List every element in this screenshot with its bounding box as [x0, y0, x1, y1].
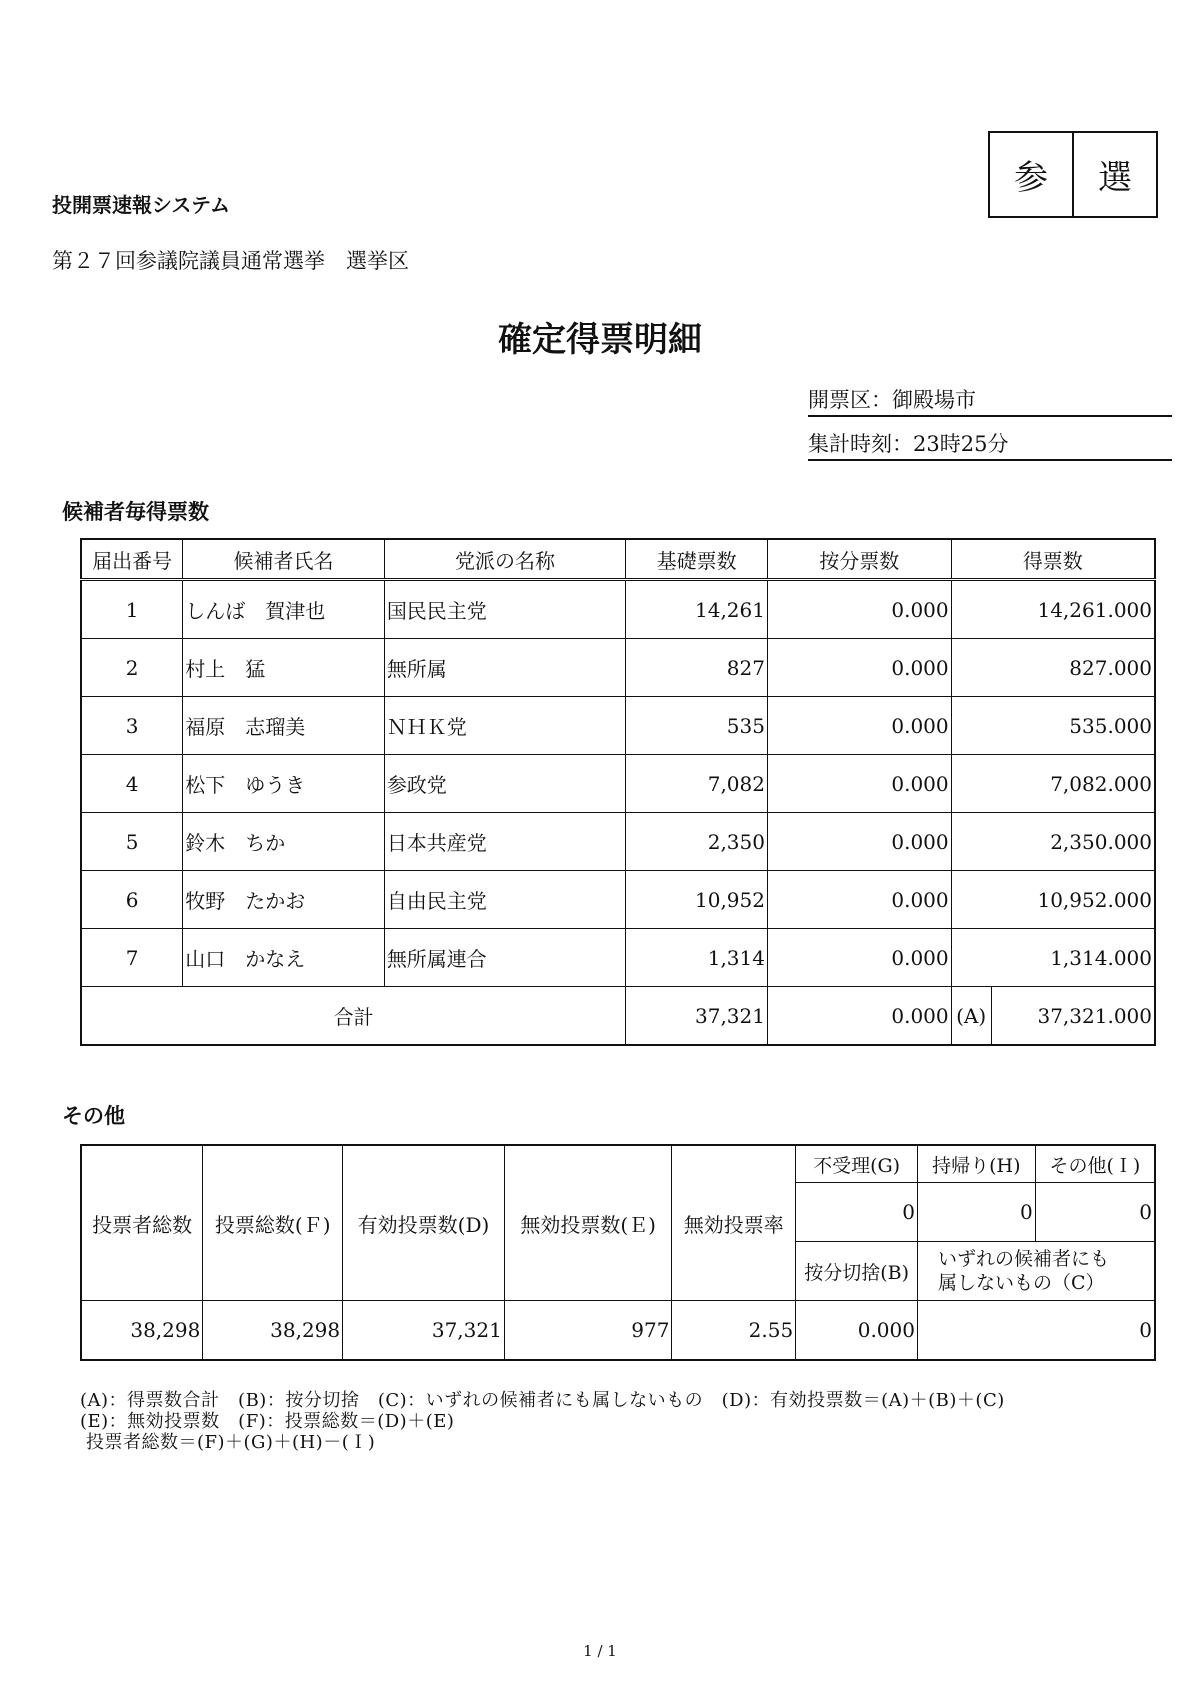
val-invalid-rate: 2.55 [672, 1301, 796, 1361]
hdr-ballots-total: 投票総数(Ｆ) [203, 1145, 343, 1301]
val-other: 0 [1035, 1183, 1155, 1242]
cell-prop-votes: 0.000 [767, 871, 951, 929]
cell-prop-votes: 0.000 [767, 580, 951, 639]
val-invalid-votes: 977 [504, 1301, 672, 1361]
val-taken-home: 0 [917, 1183, 1035, 1242]
val-rejected: 0 [796, 1183, 918, 1242]
stamp-box [988, 131, 1158, 218]
cell-party: ＮＨＫ党 [384, 697, 625, 755]
cell-votes: 14,261.000 [951, 580, 1155, 639]
col-header-prop-votes: 按分票数 [767, 539, 951, 580]
hdr-none-line2: 属しないもの（C） [937, 1272, 1105, 1294]
note-line-1: (A)：得票数合計 (B)：按分切捨 (C)：いずれの候補者にも属しないもの (D)：有効投票数＝(A)＋(B)＋(C) [80, 1390, 1005, 1411]
cell-candidate-name: 福原 志瑠美 [183, 697, 385, 755]
cell-party: 参政党 [384, 755, 625, 813]
cell-candidate-name: 山口 かなえ [183, 929, 385, 987]
hdr-other: その他(Ｉ) [1035, 1145, 1155, 1183]
col-header-number: 届出番号 [81, 539, 183, 580]
cell-number: 2 [81, 639, 183, 697]
cell-party: 日本共産党 [384, 813, 625, 871]
table-row [81, 697, 1155, 755]
cell-votes: 827.000 [951, 639, 1155, 697]
hdr-invalid-rate: 無効投票率 [672, 1145, 796, 1301]
col-header-votes: 得票数 [951, 539, 1155, 580]
total-label: 合計 [81, 987, 626, 1046]
hdr-prop-cut: 按分切捨(B) [796, 1242, 918, 1301]
note-line-3: 投票者総数＝(F)＋(G)＋(H)－(Ｉ) [86, 1432, 376, 1453]
cell-votes: 1,314.000 [951, 929, 1155, 987]
cell-party: 無所属連合 [384, 929, 625, 987]
cell-candidate-name: 鈴木 ちか [183, 813, 385, 871]
cell-number: 1 [81, 580, 183, 639]
cell-prop-votes: 0.000 [767, 929, 951, 987]
cell-candidate-name: しんば 賀津也 [183, 580, 385, 639]
cell-base-votes: 7,082 [626, 755, 768, 813]
table-row [81, 813, 1155, 871]
table-row [81, 639, 1155, 697]
cell-votes: 535.000 [951, 697, 1155, 755]
total-base-votes: 37,321 [626, 987, 768, 1046]
col-header-name: 候補者氏名 [183, 539, 385, 580]
other-section-heading: その他 [62, 1104, 125, 1128]
cell-base-votes: 14,261 [626, 580, 768, 639]
other-stats-table [80, 1144, 1156, 1361]
cell-prop-votes: 0.000 [767, 755, 951, 813]
table-row [81, 580, 1155, 639]
cell-number: 6 [81, 871, 183, 929]
hdr-valid-votes: 有効投票数(D) [343, 1145, 505, 1301]
cell-party: 国民民主党 [384, 580, 625, 639]
cell-number: 7 [81, 929, 183, 987]
cell-prop-votes: 0.000 [767, 639, 951, 697]
page-number: 1 / 1 [583, 1642, 617, 1660]
val-ballots-total: 38,298 [203, 1301, 343, 1361]
val-prop-cut: 0.000 [796, 1301, 918, 1361]
system-name: 投開票速報システム [52, 193, 230, 217]
table-header-row [81, 539, 1155, 580]
table-row [81, 871, 1155, 929]
cell-base-votes: 10,952 [626, 871, 768, 929]
stamp-char-2: 選 [1072, 133, 1156, 216]
total-row [81, 987, 1155, 1046]
total-prop-votes: 0.000 [767, 987, 951, 1046]
tally-time: 集計時刻：23時25分 [808, 428, 1172, 461]
counting-district: 開票区：御殿場市 [808, 384, 1172, 417]
hdr-none-of-candidates [917, 1242, 1155, 1301]
cell-candidate-name: 牧野 たかお [183, 871, 385, 929]
cell-party: 自由民主党 [384, 871, 625, 929]
notes [80, 1390, 1005, 1453]
cell-base-votes: 535 [626, 697, 768, 755]
stamp-char-1: 参 [1014, 158, 1048, 198]
total-votes: 37,321.000 [991, 987, 1155, 1046]
cell-party: 無所属 [384, 639, 625, 697]
total-mark-a: (A) [951, 987, 991, 1046]
hdr-none-line1: いずれの候補者にも [937, 1248, 1109, 1270]
hdr-rejected: 不受理(G) [796, 1145, 918, 1183]
cell-base-votes: 827 [626, 639, 768, 697]
hdr-taken-home: 持帰り(H) [917, 1145, 1035, 1183]
cell-number: 5 [81, 813, 183, 871]
cell-number: 3 [81, 697, 183, 755]
cell-votes: 2,350.000 [951, 813, 1155, 871]
val-valid-votes: 37,321 [343, 1301, 505, 1361]
candidate-votes-table [80, 538, 1156, 1046]
val-none-of-candidates: 0 [917, 1301, 1155, 1361]
note-line-2: (E)：無効投票数 (F)：投票総数＝(D)＋(E) [80, 1411, 455, 1432]
hdr-invalid-votes: 無効投票数(Ｅ) [504, 1145, 672, 1301]
col-header-base-votes: 基礎票数 [626, 539, 768, 580]
cell-base-votes: 2,350 [626, 813, 768, 871]
page-title: 確定得票明細 [498, 320, 702, 360]
cell-votes: 10,952.000 [951, 871, 1155, 929]
cell-prop-votes: 0.000 [767, 813, 951, 871]
cell-candidate-name: 松下 ゆうき [183, 755, 385, 813]
cell-candidate-name: 村上 猛 [183, 639, 385, 697]
cell-base-votes: 1,314 [626, 929, 768, 987]
hdr-voters-total: 投票者総数 [81, 1145, 203, 1301]
election-name: 第２７回参議院議員通常選挙 選挙区 [52, 249, 409, 273]
table-row [81, 929, 1155, 987]
cell-votes: 7,082.000 [951, 755, 1155, 813]
cell-number: 4 [81, 755, 183, 813]
col-header-party: 党派の名称 [384, 539, 625, 580]
table-row [81, 755, 1155, 813]
candidates-section-heading: 候補者毎得票数 [62, 500, 209, 524]
val-voters-total: 38,298 [81, 1301, 203, 1361]
cell-prop-votes: 0.000 [767, 697, 951, 755]
